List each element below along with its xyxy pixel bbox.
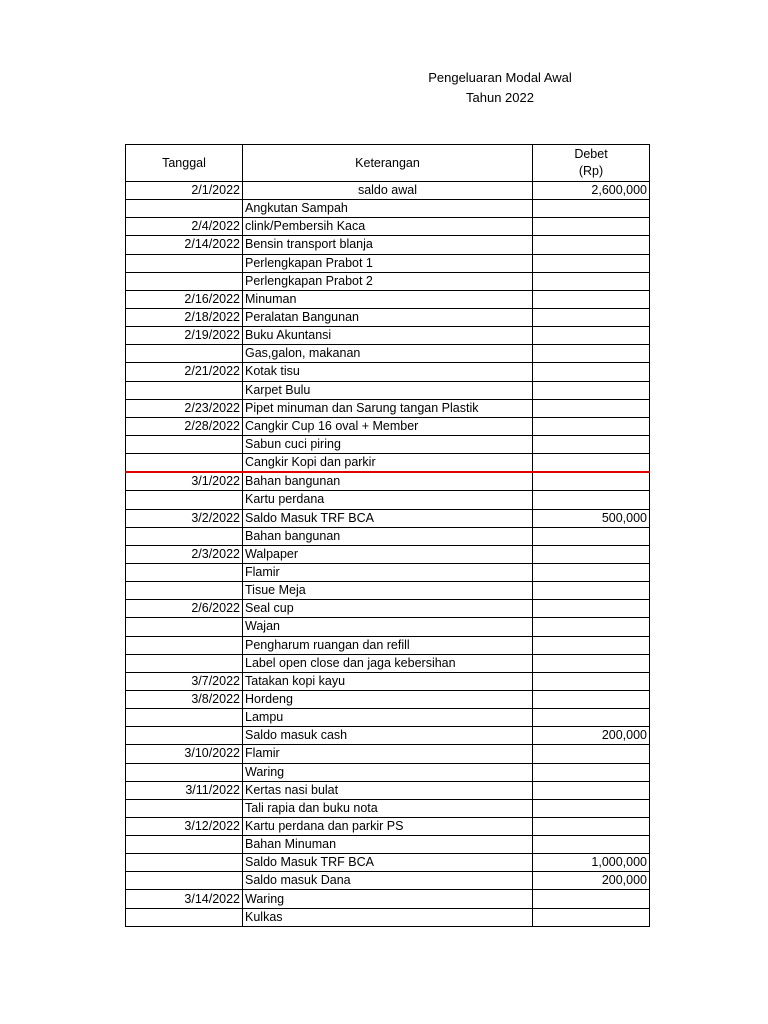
table-body [126,182,650,927]
debet-cell [533,690,650,708]
description-cell: saldo awal [243,182,533,200]
table-row [126,345,650,363]
debet-cell [533,308,650,326]
description-cell: Tatakan kopi kayu [243,672,533,690]
table-row [126,527,650,545]
debet-cell [533,672,650,690]
table-row [126,709,650,727]
table-header-row [126,145,650,182]
description-cell: Karpet Bulu [243,381,533,399]
date-cell [126,709,243,727]
description-cell: Flamir [243,745,533,763]
date-cell: 2/23/2022 [126,399,243,417]
description-cell: Saldo masuk Dana [243,872,533,890]
description-cell: Label open close dan jaga kebersihan [243,654,533,672]
description-cell: Saldo masuk cash [243,727,533,745]
debet-cell [533,890,650,908]
debet-cell [533,709,650,727]
document-title: Pengeluaran Modal Awal [428,70,572,85]
debet-cell: 200,000 [533,727,650,745]
table-row [126,327,650,345]
table-row [126,582,650,600]
date-cell: 2/18/2022 [126,308,243,326]
debet-cell [533,472,650,491]
date-cell: 2/3/2022 [126,545,243,563]
table-row [126,690,650,708]
debet-cell [533,491,650,509]
table-row [126,218,650,236]
table-row [126,908,650,926]
table-row [126,200,650,218]
date-cell: 2/6/2022 [126,600,243,618]
debet-cell: 2,600,000 [533,182,650,200]
description-cell: Sabun cuci piring [243,435,533,453]
description-cell: Pengharum ruangan dan refill [243,636,533,654]
table-row [126,236,650,254]
date-cell [126,272,243,290]
description-cell: Waring [243,763,533,781]
debet-cell [533,200,650,218]
date-cell: 3/10/2022 [126,745,243,763]
debet-cell [533,236,650,254]
date-cell [126,381,243,399]
debet-cell [533,254,650,272]
table-row [126,763,650,781]
description-cell: Gas,galon, makanan [243,345,533,363]
date-cell [126,763,243,781]
table-row [126,182,650,200]
description-cell: Kotak tisu [243,363,533,381]
date-cell: 2/14/2022 [126,236,243,254]
description-cell: Walpaper [243,545,533,563]
description-cell: clink/Pembersih Kaca [243,218,533,236]
description-cell: Bensin transport blanja [243,236,533,254]
header-debet [533,145,650,182]
date-cell [126,836,243,854]
table-row [126,272,650,290]
description-cell: Kartu perdana dan parkir PS [243,817,533,835]
debet-cell [533,582,650,600]
date-cell: 2/28/2022 [126,417,243,435]
table-row [126,454,650,473]
debet-cell [533,327,650,345]
description-cell: Kulkas [243,908,533,926]
debet-cell [533,363,650,381]
description-cell: Saldo Masuk TRF BCA [243,854,533,872]
description-cell: Buku Akuntansi [243,327,533,345]
header-description: Keterangan [243,145,533,182]
date-cell [126,854,243,872]
debet-cell [533,272,650,290]
debet-cell [533,781,650,799]
debet-cell [533,600,650,618]
table-row [126,417,650,435]
date-cell: 3/2/2022 [126,509,243,527]
header-debet-label: Debet [574,147,608,161]
table-row [126,509,650,527]
date-cell [126,618,243,636]
table-row [126,618,650,636]
table-row [126,308,650,326]
debet-cell [533,454,650,473]
description-cell: Cangkir Kopi dan parkir [243,454,533,473]
description-cell: Minuman [243,290,533,308]
debet-cell: 1,000,000 [533,854,650,872]
debet-cell [533,908,650,926]
table-row [126,399,650,417]
debet-cell [533,836,650,854]
table-row [126,854,650,872]
debet-cell [533,745,650,763]
table-row [126,781,650,799]
table-row [126,600,650,618]
date-cell [126,799,243,817]
date-cell [126,582,243,600]
description-cell: Saldo Masuk TRF BCA [243,509,533,527]
table-row [126,872,650,890]
description-cell: Kartu perdana [243,491,533,509]
date-cell [126,527,243,545]
debet-cell [533,799,650,817]
header-debet-unit: (Rp) [578,164,604,178]
debet-cell [533,290,650,308]
table-row [126,672,650,690]
table-row [126,363,650,381]
debet-cell [533,345,650,363]
date-cell: 3/11/2022 [126,781,243,799]
header-date: Tanggal [126,145,243,182]
description-cell: Pipet minuman dan Sarung tangan Plastik [243,399,533,417]
description-cell: Tali rapia dan buku nota [243,799,533,817]
debet-cell [533,527,650,545]
description-cell: Bahan bangunan [243,472,533,491]
debet-cell [533,399,650,417]
description-cell: Cangkir Cup 16 oval + Member [243,417,533,435]
date-cell: 2/19/2022 [126,327,243,345]
date-cell [126,654,243,672]
description-cell: Lampu [243,709,533,727]
date-cell: 3/8/2022 [126,690,243,708]
debet-cell: 200,000 [533,872,650,890]
debet-cell [533,218,650,236]
description-cell: Perlengkapan Prabot 1 [243,254,533,272]
expense-table [125,144,650,927]
description-cell: Hordeng [243,690,533,708]
debet-cell [533,763,650,781]
debet-cell [533,435,650,453]
date-cell: 3/14/2022 [126,890,243,908]
table-row [126,727,650,745]
date-cell [126,345,243,363]
date-cell: 3/7/2022 [126,672,243,690]
table-row [126,381,650,399]
document-subtitle: Tahun 2022 [466,90,534,105]
table-row [126,491,650,509]
date-cell [126,454,243,473]
description-cell: Bahan Minuman [243,836,533,854]
table-row [126,799,650,817]
debet-cell [533,381,650,399]
table-row [126,545,650,563]
table-row [126,817,650,835]
table-row [126,745,650,763]
table-row [126,254,650,272]
debet-cell: 500,000 [533,509,650,527]
description-cell: Kertas nasi bulat [243,781,533,799]
date-cell [126,435,243,453]
table-row [126,654,650,672]
description-cell: Wajan [243,618,533,636]
table-row [126,472,650,491]
date-cell: 2/1/2022 [126,182,243,200]
date-cell: 3/1/2022 [126,472,243,491]
description-cell: Bahan bangunan [243,527,533,545]
description-cell: Perlengkapan Prabot 2 [243,272,533,290]
table-row [126,435,650,453]
date-cell [126,254,243,272]
table-row [126,563,650,581]
debet-cell [533,545,650,563]
debet-cell [533,563,650,581]
table-row [126,890,650,908]
date-cell: 2/4/2022 [126,218,243,236]
debet-cell [533,636,650,654]
date-cell [126,908,243,926]
date-cell [126,636,243,654]
table-row [126,836,650,854]
date-cell [126,200,243,218]
debet-cell [533,817,650,835]
description-cell: Angkutan Sampah [243,200,533,218]
description-cell: Peralatan Bangunan [243,308,533,326]
description-cell: Tisue Meja [243,582,533,600]
description-cell: Waring [243,890,533,908]
date-cell: 3/12/2022 [126,817,243,835]
date-cell [126,872,243,890]
debet-cell [533,618,650,636]
description-cell: Flamir [243,563,533,581]
date-cell: 2/21/2022 [126,363,243,381]
debet-cell [533,654,650,672]
table-row [126,290,650,308]
date-cell [126,563,243,581]
date-cell [126,491,243,509]
table-row [126,636,650,654]
date-cell: 2/16/2022 [126,290,243,308]
date-cell [126,727,243,745]
description-cell: Seal cup [243,600,533,618]
debet-cell [533,417,650,435]
